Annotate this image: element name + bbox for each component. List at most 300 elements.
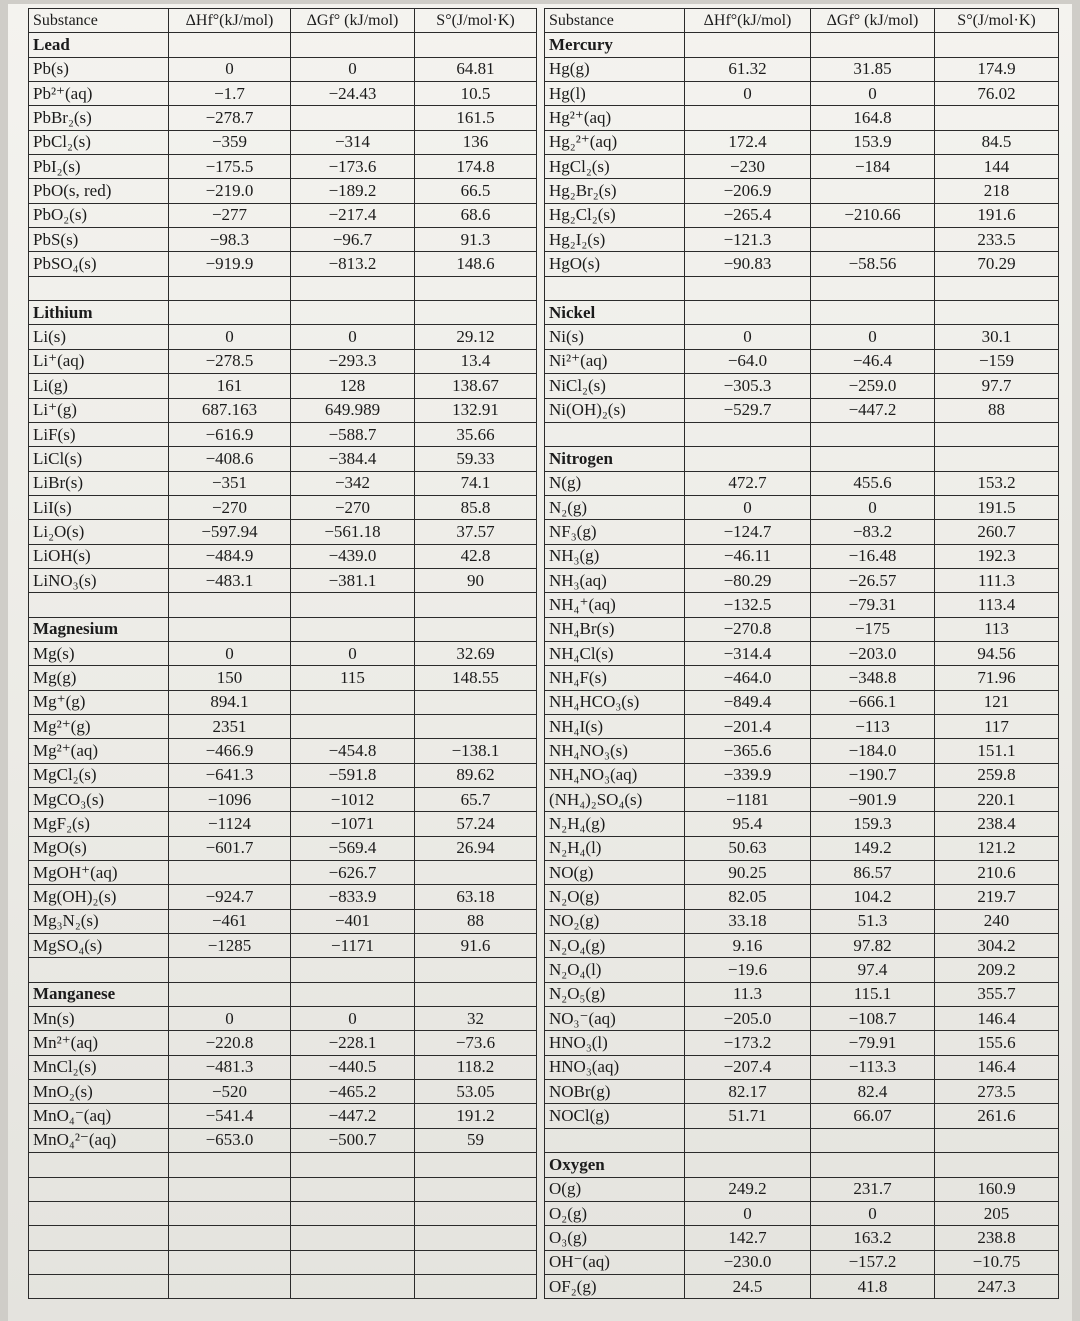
- gibbs-cell: 0: [291, 325, 415, 349]
- gibbs-cell: [291, 1226, 415, 1250]
- blank-row: [29, 1274, 537, 1298]
- gibbs-cell: [291, 106, 415, 130]
- entropy-cell: 64.81: [415, 57, 537, 81]
- table-row: [545, 471, 1059, 495]
- substance-cell: O₂(g): [545, 1201, 685, 1225]
- gibbs-cell: −440.5: [291, 1055, 415, 1079]
- gibbs-cell: −184: [811, 155, 935, 179]
- gibbs-cell: −79.31: [811, 593, 935, 617]
- entropy-cell: 94.56: [935, 641, 1059, 665]
- enthalpy-cell: −541.4: [169, 1104, 291, 1128]
- table-row: [545, 1250, 1059, 1274]
- table-row: [545, 1274, 1059, 1298]
- enthalpy-cell: 0: [685, 495, 811, 519]
- gibbs-cell: 149.2: [811, 836, 935, 860]
- enthalpy-cell: 687.163: [169, 398, 291, 422]
- table-row: [29, 130, 537, 154]
- entropy-cell: 148.55: [415, 666, 537, 690]
- table-row: [29, 666, 537, 690]
- gibbs-cell: −401: [291, 909, 415, 933]
- substance-cell: Ni(OH)₂(s): [545, 398, 685, 422]
- substance-cell: Pb(s): [29, 57, 169, 81]
- table-row: [29, 739, 537, 763]
- enthalpy-cell: −278.5: [169, 349, 291, 373]
- table-row: [545, 1007, 1059, 1031]
- group-heading-row: [29, 982, 537, 1006]
- substance-cell: PbI₂(s): [29, 155, 169, 179]
- gibbs-cell: [811, 179, 935, 203]
- entropy-cell: [415, 982, 537, 1006]
- substance-cell: N(g): [545, 471, 685, 495]
- blank-row: [545, 422, 1059, 446]
- gibbs-cell: −173.6: [291, 155, 415, 179]
- table-row: [545, 617, 1059, 641]
- substance-cell: Li⁺(aq): [29, 349, 169, 373]
- enthalpy-cell: [169, 301, 291, 325]
- entropy-cell: [415, 861, 537, 885]
- entropy-cell: 42.8: [415, 544, 537, 568]
- table-row: [29, 155, 537, 179]
- gibbs-cell: [291, 1274, 415, 1298]
- table-row: [29, 861, 537, 885]
- entropy-cell: 70.29: [935, 252, 1059, 276]
- table-row: [29, 57, 537, 81]
- substance-cell: MgF₂(s): [29, 812, 169, 836]
- enthalpy-cell: 61.32: [685, 57, 811, 81]
- gibbs-cell: [291, 593, 415, 617]
- substance-cell: NOCl(g): [545, 1104, 685, 1128]
- entropy-cell: 59: [415, 1128, 537, 1152]
- table-row: [29, 106, 537, 130]
- substance-cell: N₂O₅(g): [545, 982, 685, 1006]
- enthalpy-cell: 2351: [169, 714, 291, 738]
- substance-cell: MnO₄⁻(aq): [29, 1104, 169, 1128]
- gibbs-cell: −175: [811, 617, 935, 641]
- table-row: [29, 422, 537, 446]
- group-heading-row: [29, 301, 537, 325]
- table-row: [545, 1104, 1059, 1128]
- gibbs-cell: −184.0: [811, 739, 935, 763]
- substance-cell: MgSO₄(s): [29, 934, 169, 958]
- entropy-cell: [415, 276, 537, 300]
- entropy-cell: 91.6: [415, 934, 537, 958]
- gibbs-cell: [291, 1201, 415, 1225]
- substance-cell: Hg₂Br₂(s): [545, 179, 685, 203]
- enthalpy-cell: 142.7: [685, 1226, 811, 1250]
- enthalpy-cell: −641.3: [169, 763, 291, 787]
- table-row: [545, 130, 1059, 154]
- gibbs-cell: −666.1: [811, 690, 935, 714]
- gibbs-cell: [291, 1153, 415, 1177]
- substance-cell: Pb²⁺(aq): [29, 82, 169, 106]
- substance-cell: Mg(OH)₂(s): [29, 885, 169, 909]
- entropy-cell: 219.7: [935, 885, 1059, 909]
- entropy-cell: 132.91: [415, 398, 537, 422]
- group-heading: Oxygen: [545, 1153, 685, 1177]
- blank-row: [545, 276, 1059, 300]
- blank-row: [29, 1226, 537, 1250]
- entropy-cell: 121.2: [935, 836, 1059, 860]
- enthalpy-cell: [169, 861, 291, 885]
- enthalpy-cell: −206.9: [685, 179, 811, 203]
- table-row: [29, 568, 537, 592]
- enthalpy-cell: −270.8: [685, 617, 811, 641]
- enthalpy-cell: [169, 617, 291, 641]
- entropy-cell: [935, 276, 1059, 300]
- gibbs-cell: 104.2: [811, 885, 935, 909]
- entropy-cell: 118.2: [415, 1055, 537, 1079]
- enthalpy-cell: −408.6: [169, 447, 291, 471]
- substance-cell: NH₄I(s): [545, 714, 685, 738]
- entropy-cell: 273.5: [935, 1080, 1059, 1104]
- substance-cell: N₂(g): [545, 495, 685, 519]
- entropy-cell: 205: [935, 1201, 1059, 1225]
- entropy-cell: 155.6: [935, 1031, 1059, 1055]
- header-entropy: S°(J/mol·K): [415, 9, 537, 33]
- enthalpy-cell: −132.5: [685, 593, 811, 617]
- entropy-cell: 260.7: [935, 520, 1059, 544]
- substance-cell: HNO₃(aq): [545, 1055, 685, 1079]
- substance-cell: NH₄F(s): [545, 666, 685, 690]
- table-row: [29, 398, 537, 422]
- entropy-cell: 88: [415, 909, 537, 933]
- substance-cell: [29, 593, 169, 617]
- table-row: [29, 495, 537, 519]
- enthalpy-cell: −121.3: [685, 228, 811, 252]
- header-substance: Substance: [545, 9, 685, 33]
- gibbs-cell: 153.9: [811, 130, 935, 154]
- table-row: [545, 763, 1059, 787]
- gibbs-cell: [291, 276, 415, 300]
- substance-cell: [545, 422, 685, 446]
- gibbs-cell: −626.7: [291, 861, 415, 885]
- substance-cell: OH⁻(aq): [545, 1250, 685, 1274]
- blank-row: [29, 1201, 537, 1225]
- table-row: [545, 1055, 1059, 1079]
- gibbs-cell: −454.8: [291, 739, 415, 763]
- substance-cell: MnCl₂(s): [29, 1055, 169, 1079]
- gibbs-cell: −210.66: [811, 203, 935, 227]
- gibbs-cell: −813.2: [291, 252, 415, 276]
- substance-cell: NiCl₂(s): [545, 374, 685, 398]
- substance-cell: NH₃(g): [545, 544, 685, 568]
- gibbs-cell: 164.8: [811, 106, 935, 130]
- enthalpy-cell: [169, 276, 291, 300]
- enthalpy-cell: −849.4: [685, 690, 811, 714]
- substance-cell: Hg(g): [545, 57, 685, 81]
- gibbs-cell: −46.4: [811, 349, 935, 373]
- substance-cell: PbBr₂(s): [29, 106, 169, 130]
- group-heading-row: [29, 33, 537, 57]
- enthalpy-cell: 249.2: [685, 1177, 811, 1201]
- table-row: [29, 520, 537, 544]
- enthalpy-cell: −175.5: [169, 155, 291, 179]
- gibbs-cell: −447.2: [291, 1104, 415, 1128]
- substance-cell: N₂O₄(l): [545, 958, 685, 982]
- table-row: [545, 57, 1059, 81]
- enthalpy-cell: 33.18: [685, 909, 811, 933]
- group-heading-row: [29, 617, 537, 641]
- header-enthalpy: ΔHf°(kJ/mol): [685, 9, 811, 33]
- entropy-cell: −159: [935, 349, 1059, 373]
- substance-cell: Hg₂Cl₂(s): [545, 203, 685, 227]
- gibbs-cell: −189.2: [291, 179, 415, 203]
- enthalpy-cell: −124.7: [685, 520, 811, 544]
- enthalpy-cell: [169, 1177, 291, 1201]
- entropy-cell: 32: [415, 1007, 537, 1031]
- enthalpy-cell: [169, 593, 291, 617]
- entropy-cell: 261.6: [935, 1104, 1059, 1128]
- enthalpy-cell: 95.4: [685, 812, 811, 836]
- substance-cell: [545, 276, 685, 300]
- enthalpy-cell: −359: [169, 130, 291, 154]
- entropy-cell: 218: [935, 179, 1059, 203]
- substance-cell: PbSO₄(s): [29, 252, 169, 276]
- substance-cell: [29, 1177, 169, 1201]
- entropy-cell: 26.94: [415, 836, 537, 860]
- enthalpy-cell: 51.71: [685, 1104, 811, 1128]
- entropy-cell: 10.5: [415, 82, 537, 106]
- enthalpy-cell: [169, 33, 291, 57]
- substance-cell: MnO₄²⁻(aq): [29, 1128, 169, 1152]
- substance-cell: (NH₄)₂SO₄(s): [545, 788, 685, 812]
- table-row: [29, 179, 537, 203]
- entropy-cell: 37.57: [415, 520, 537, 544]
- entropy-cell: 153.2: [935, 471, 1059, 495]
- substance-cell: N₂H₄(g): [545, 812, 685, 836]
- table-row: [545, 106, 1059, 130]
- blank-row: [29, 1250, 537, 1274]
- entropy-cell: 174.9: [935, 57, 1059, 81]
- table-row: [29, 325, 537, 349]
- gibbs-cell: −96.7: [291, 228, 415, 252]
- gibbs-cell: −465.2: [291, 1080, 415, 1104]
- enthalpy-cell: 0: [685, 82, 811, 106]
- enthalpy-cell: 82.17: [685, 1080, 811, 1104]
- substance-cell: NH₄NO₃(aq): [545, 763, 685, 787]
- entropy-cell: 97.7: [935, 374, 1059, 398]
- entropy-cell: 76.02: [935, 82, 1059, 106]
- gibbs-cell: 159.3: [811, 812, 935, 836]
- enthalpy-cell: −484.9: [169, 544, 291, 568]
- entropy-cell: 247.3: [935, 1274, 1059, 1298]
- table-row: [545, 1080, 1059, 1104]
- entropy-cell: 138.67: [415, 374, 537, 398]
- table-row: [545, 909, 1059, 933]
- enthalpy-cell: [685, 447, 811, 471]
- gibbs-cell: −1171: [291, 934, 415, 958]
- entropy-cell: 85.8: [415, 495, 537, 519]
- enthalpy-cell: −1181: [685, 788, 811, 812]
- substance-cell: Mg²⁺(g): [29, 714, 169, 738]
- gibbs-cell: 0: [291, 641, 415, 665]
- table-row: [545, 398, 1059, 422]
- enthalpy-cell: −481.3: [169, 1055, 291, 1079]
- header-gibbs: ΔGf° (kJ/mol): [811, 9, 935, 33]
- entropy-cell: 160.9: [935, 1177, 1059, 1201]
- gibbs-cell: −259.0: [811, 374, 935, 398]
- substance-cell: MgCl₂(s): [29, 763, 169, 787]
- substance-cell: PbO(s, red): [29, 179, 169, 203]
- gibbs-cell: 51.3: [811, 909, 935, 933]
- gibbs-cell: 128: [291, 374, 415, 398]
- substance-cell: NF₃(g): [545, 520, 685, 544]
- substance-cell: [29, 1274, 169, 1298]
- enthalpy-cell: 472.7: [685, 471, 811, 495]
- table-row: [545, 568, 1059, 592]
- entropy-cell: [935, 422, 1059, 446]
- substance-cell: [29, 1201, 169, 1225]
- entropy-cell: [415, 33, 537, 57]
- blank-row: [29, 276, 537, 300]
- table-row: [545, 544, 1059, 568]
- table-row: [29, 1128, 537, 1152]
- table-row: [545, 836, 1059, 860]
- table-row: [545, 252, 1059, 276]
- gibbs-cell: 115.1: [811, 982, 935, 1006]
- enthalpy-cell: −80.29: [685, 568, 811, 592]
- gibbs-cell: [291, 714, 415, 738]
- gibbs-cell: 649.989: [291, 398, 415, 422]
- gibbs-cell: [291, 301, 415, 325]
- entropy-cell: [935, 1128, 1059, 1152]
- blank-row: [545, 1128, 1059, 1152]
- entropy-cell: [415, 1153, 537, 1177]
- gibbs-cell: 0: [291, 57, 415, 81]
- gibbs-cell: 97.4: [811, 958, 935, 982]
- gibbs-cell: [811, 1153, 935, 1177]
- substance-cell: Ni(s): [545, 325, 685, 349]
- gibbs-cell: −26.57: [811, 568, 935, 592]
- entropy-cell: 191.5: [935, 495, 1059, 519]
- header-gibbs: ΔGf° (kJ/mol): [291, 9, 415, 33]
- substance-cell: PbS(s): [29, 228, 169, 252]
- gibbs-cell: 82.4: [811, 1080, 935, 1104]
- gibbs-cell: −270: [291, 495, 415, 519]
- entropy-cell: 210.6: [935, 861, 1059, 885]
- enthalpy-cell: [685, 1153, 811, 1177]
- entropy-cell: 146.4: [935, 1055, 1059, 1079]
- enthalpy-cell: 11.3: [685, 982, 811, 1006]
- table-row: [29, 1055, 537, 1079]
- substance-cell: LiCl(s): [29, 447, 169, 471]
- substance-cell: NOBr(g): [545, 1080, 685, 1104]
- table-row: [29, 349, 537, 373]
- entropy-cell: 355.7: [935, 982, 1059, 1006]
- entropy-cell: 151.1: [935, 739, 1059, 763]
- table-row: [29, 374, 537, 398]
- enthalpy-cell: [169, 982, 291, 1006]
- entropy-cell: [415, 1226, 537, 1250]
- group-heading-row: [545, 1153, 1059, 1177]
- gibbs-cell: −217.4: [291, 203, 415, 227]
- table-row: [545, 155, 1059, 179]
- entropy-cell: 13.4: [415, 349, 537, 373]
- enthalpy-cell: −520: [169, 1080, 291, 1104]
- substance-cell: Mn²⁺(aq): [29, 1031, 169, 1055]
- substance-cell: [29, 276, 169, 300]
- entropy-cell: [415, 714, 537, 738]
- table-row: [29, 763, 537, 787]
- gibbs-cell: 86.57: [811, 861, 935, 885]
- entropy-cell: −138.1: [415, 739, 537, 763]
- gibbs-cell: 0: [811, 325, 935, 349]
- table-row: [29, 812, 537, 836]
- enthalpy-cell: [685, 422, 811, 446]
- enthalpy-cell: −1285: [169, 934, 291, 958]
- entropy-cell: [415, 593, 537, 617]
- enthalpy-cell: −616.9: [169, 422, 291, 446]
- gibbs-cell: −113.3: [811, 1055, 935, 1079]
- header-enthalpy: ΔHf°(kJ/mol): [169, 9, 291, 33]
- table-row: [545, 228, 1059, 252]
- enthalpy-cell: −365.6: [685, 739, 811, 763]
- gibbs-cell: [811, 447, 935, 471]
- substance-cell: MgCO₃(s): [29, 788, 169, 812]
- table-row: [29, 203, 537, 227]
- enthalpy-cell: −46.11: [685, 544, 811, 568]
- gibbs-cell: −901.9: [811, 788, 935, 812]
- right-header-row: [545, 9, 1059, 33]
- enthalpy-cell: −466.9: [169, 739, 291, 763]
- enthalpy-cell: −277: [169, 203, 291, 227]
- substance-cell: NH₄Cl(s): [545, 641, 685, 665]
- gibbs-cell: [291, 33, 415, 57]
- gibbs-cell: [811, 276, 935, 300]
- group-heading-row: [545, 33, 1059, 57]
- gibbs-cell: −500.7: [291, 1128, 415, 1152]
- entropy-cell: [935, 1153, 1059, 1177]
- right-table-body: [545, 33, 1059, 1299]
- enthalpy-cell: −90.83: [685, 252, 811, 276]
- table-row: [29, 1031, 537, 1055]
- enthalpy-cell: [169, 1250, 291, 1274]
- substance-cell: HgO(s): [545, 252, 685, 276]
- table-row: [545, 666, 1059, 690]
- gibbs-cell: −203.0: [811, 641, 935, 665]
- entropy-cell: 35.66: [415, 422, 537, 446]
- gibbs-cell: [291, 982, 415, 1006]
- substance-cell: N₂O₄(g): [545, 934, 685, 958]
- gibbs-cell: −381.1: [291, 568, 415, 592]
- table-row: [29, 885, 537, 909]
- entropy-cell: 84.5: [935, 130, 1059, 154]
- enthalpy-cell: −529.7: [685, 398, 811, 422]
- entropy-cell: [415, 1274, 537, 1298]
- gibbs-cell: −1012: [291, 788, 415, 812]
- enthalpy-cell: [685, 276, 811, 300]
- substance-cell: LiOH(s): [29, 544, 169, 568]
- entropy-cell: 117: [935, 714, 1059, 738]
- blank-row: [29, 1153, 537, 1177]
- table-row: [29, 836, 537, 860]
- gibbs-cell: −190.7: [811, 763, 935, 787]
- enthalpy-cell: −653.0: [169, 1128, 291, 1152]
- entropy-cell: 53.05: [415, 1080, 537, 1104]
- substance-cell: NO₂(g): [545, 909, 685, 933]
- enthalpy-cell: [169, 958, 291, 982]
- right-table: [544, 8, 1059, 1299]
- entropy-cell: 146.4: [935, 1007, 1059, 1031]
- substance-cell: Mn(s): [29, 1007, 169, 1031]
- table-row: [545, 982, 1059, 1006]
- entropy-cell: 144: [935, 155, 1059, 179]
- enthalpy-cell: −207.4: [685, 1055, 811, 1079]
- gibbs-cell: 0: [811, 495, 935, 519]
- table-row: [29, 1080, 537, 1104]
- entropy-cell: 90: [415, 568, 537, 592]
- gibbs-cell: 41.8: [811, 1274, 935, 1298]
